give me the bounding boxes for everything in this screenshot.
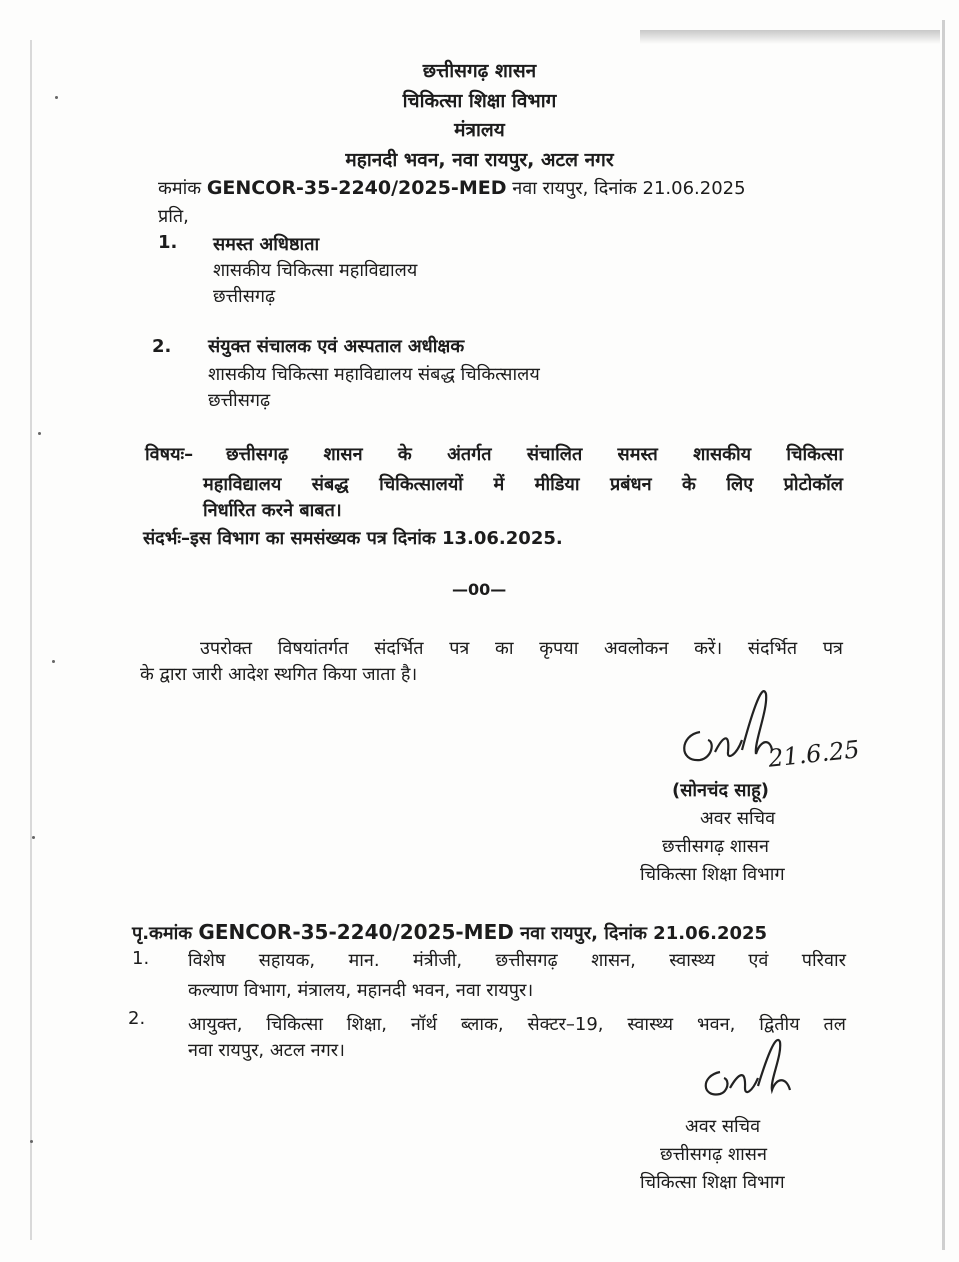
letter-ref-line <box>158 176 746 200</box>
recipient-number: 1. <box>158 232 178 253</box>
page-edge-shadow <box>640 30 940 44</box>
signatory-govt: छत्तीसगढ़ शासन <box>660 1144 767 1165</box>
endorsement-prefix: पृ.कमांक <box>132 923 193 944</box>
subject-line: महाविद्यालय संबद्ध चिकित्सालयों में मीडिया प्रबंधन के लिए प्रोटोकॉल <box>203 474 843 495</box>
body-paragraph-line: के द्वारा जारी आदेश स्थगित किया जाता है। <box>140 664 418 685</box>
endorsement-item-line: विशेष सहायक, मान. मंत्रीजी, छत्तीसगढ़ शासन, स्वास्थ्य एवं परिवार <box>188 950 846 971</box>
to-label: प्रति, <box>158 206 189 227</box>
scan-speck <box>52 660 55 663</box>
scan-speck <box>30 1140 33 1143</box>
signatory-designation: अवर सचिव <box>700 808 776 829</box>
subject-line: छत्तीसगढ़ शासन के अंतर्गत संचालित समस्त शासकीय चिकित्सा <box>226 444 843 465</box>
endorsement-item-line: नवा रायपुर, अटल नगर। <box>188 1040 345 1061</box>
signatory-govt: छत्तीसगढ़ शासन <box>662 836 769 857</box>
subject-line: निर्धारित करने बाबत। <box>203 500 342 521</box>
section-divider: —00— <box>452 580 507 599</box>
reference-line <box>143 526 563 550</box>
signature-scribble <box>690 1030 830 1110</box>
page-edge-right <box>942 20 945 1250</box>
recipient-title: समस्त अधिष्ठाता <box>213 234 320 255</box>
recipient-line: शासकीय चिकित्सा महाविद्यालय संबद्ध चिकित्सालय <box>208 364 540 385</box>
recipient-line: छत्तीसगढ़ <box>213 286 276 307</box>
letter-ref-place-date: नवा रायपुर, दिनांक 21.06.2025 <box>512 178 746 199</box>
body-paragraph-line: उपरोक्त विषयांतर्गत संदर्भित पत्र का कृपया अवलोकन करें। संदर्भित पत्र <box>200 638 843 659</box>
recipient-line: शासकीय चिकित्सा महाविद्यालय <box>213 260 418 281</box>
endorsement-ref-line <box>132 920 767 945</box>
endorsement-place-date: नवा रायपुर, दिनांक 21.06.2025 <box>520 923 768 944</box>
endorsement-item-number: 1. <box>132 948 150 969</box>
reference-text: इस विभाग का समसंख्यक पत्र दिनांक 13.06.2025. <box>190 528 563 549</box>
signatory-dept: चिकित्सा शिक्षा विभाग <box>640 1172 785 1193</box>
scan-speck <box>38 432 41 435</box>
signature-date: 21.6.25 <box>766 735 861 773</box>
header-address: महानदी भवन, नवा रायपुर, अटल नगर <box>345 149 614 171</box>
header-govt: छत्तीसगढ़ शासन <box>422 60 537 82</box>
signatory-name: (सोनचंद साहू) <box>672 780 769 801</box>
signatory-designation: अवर सचिव <box>685 1116 761 1137</box>
letter-ref-prefix: कमांक <box>158 178 202 199</box>
page-edge-left <box>30 40 32 1240</box>
header-ministry: मंत्रालय <box>454 119 505 141</box>
endorsement-item-line: आयुक्त, चिकित्सा शिक्षा, नॉर्थ ब्लाक, सेक्टर–19, स्वास्थ्य भवन, द्वितीय तल <box>188 1014 846 1035</box>
recipient-line: छत्तीसगढ़ <box>208 390 271 411</box>
recipient-number: 2. <box>152 336 172 357</box>
signatory-dept: चिकित्सा शिक्षा विभाग <box>640 864 785 885</box>
endorsement-number: GENCOR-35-2240/2025-MED <box>198 920 514 944</box>
scan-speck <box>32 836 35 839</box>
endorsement-item-number: 2. <box>128 1008 146 1029</box>
endorsement-item-line: कल्याण विभाग, मंत्रालय, महानदी भवन, नवा रायपुर। <box>188 980 534 1001</box>
header-department: चिकित्सा शिक्षा विभाग <box>402 90 557 112</box>
subject-label: विषयः– <box>145 444 194 465</box>
letter-ref-number: GENCOR-35-2240/2025-MED <box>206 177 507 199</box>
recipient-title: संयुक्त संचालक एवं अस्पताल अधीक्षक <box>208 336 465 357</box>
reference-label: संदर्भः– <box>143 528 191 549</box>
